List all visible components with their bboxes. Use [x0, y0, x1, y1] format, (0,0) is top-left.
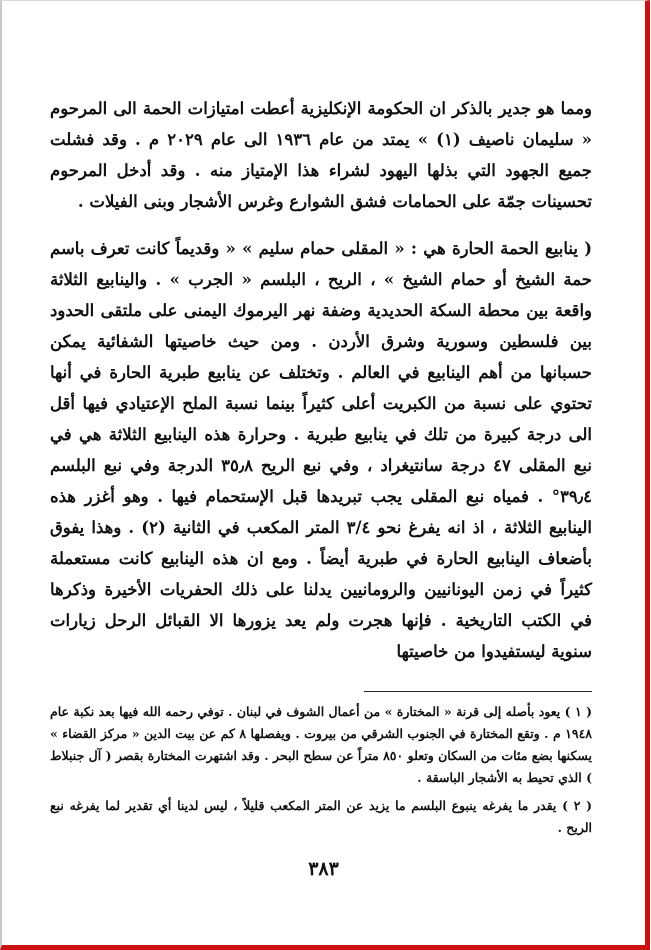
- footnotes: [50, 701, 592, 839]
- page-number: ٣٨٣: [308, 858, 339, 880]
- paragraph-2: ( ينابيع الحمة الحارة هي : « المقلى حمام سليم » « وقديماً كانت تعرف باسم حمة الشيخ أو حمام الشيخ » ، الريح ، البلسم « الجرب » . والينابيع الثلاثة واقعة بين محطة السكة الحديدية وضفة نهر اليرموك اليمنى على ملتقى الحدود بين فلسطين وسورية وشرق الأردن . ومن حيث خاصيتها الشفائية يمكن حسبانها من أهم الينابيع في العالم . وتختلف عن ينابيع طبرية الحارة في أنها تحتوي على نسبة من الكبريت أعلى كثيراً بينما نسبة الملح الإعتيادي فيها أقل الى درجة كبيرة من تلك في ينابيع طبرية . وحرارة هذه الينابيع الثلاثة هي في نبع المقلى ٤٧ درجة سانتيغراد ، وفي نبع الريح ٣٥٫٨ الدرجة وفي نبع البلسم ٣٩٫٤° . فمياه نبع المقلى يجب تبريدها قبل الإستحمام فيها . وهو أغزر هذه الينابيع الثلاثة ، اذ انه يفرغ نحو ٣/٤ المتر المكعب في الثانية (٢) . وهذا يفوق بأضعاف الينابيع الحارة في طبرية أيضاً . ومع ان هذه الينابيع كانت مستعملة كثيراً في زمن اليونانيين والرومانيين يدلنا على ذلك الحفريات الأخيرة وذكرها في الكتب التاريخية . فإنها هجرت ولم يعد يزورها الا القبائل الرحل زيارات سنوية ليستفيدوا من خاصيتها: [50, 239, 593, 661]
- paragraph-1: ومما هو جدير بالذكر ان الحكومة الإنكليزية أعطت امتيازات الحمة الى المرحوم « سليمان ناصيف (١) » يمتد من عام ١٩٣٦ الى عام ٢٠٢٩ م . وقد فشلت جميع الجهود التي بذلها اليهود لشراء هذا الإمتياز منه . وقد أدخل المرحوم تحسينات جمّة على الحمامات فشق الشوارع وغرس الأشجار وبنى الفيلات .: [50, 99, 592, 211]
- main-text: [50, 93, 592, 667]
- footnote-2: ( ٢ ) يقدر ما يفرغه ينبوع البلسم ما يزيد عن المتر المكعب قليلاً ، ليس لدينا أي تقدير لما يفرغه نبع الريح .: [50, 798, 592, 835]
- footnote-separator: [364, 691, 592, 692]
- footnote-1: ( ١ ) يعود بأصله إلى قرنة « المختارة » من أعمال الشوف في لبنان . توفي رحمه الله فيها بعد نكبة عام ١٩٤٨ م . وتقع المختارة في الجنوب الشرقي من بيروت . ويفصلها ٨ كم عن بيت الدين « مركز القضاء » يسكنها بضع مئات من السكان وتعلو ٨٥٠ متراً عن سطح البحر . وقد اشتهرت المختارة بقصر ( آل جنبلاط ) الذي تحيط به الأشجار الباسقة .: [50, 704, 592, 785]
